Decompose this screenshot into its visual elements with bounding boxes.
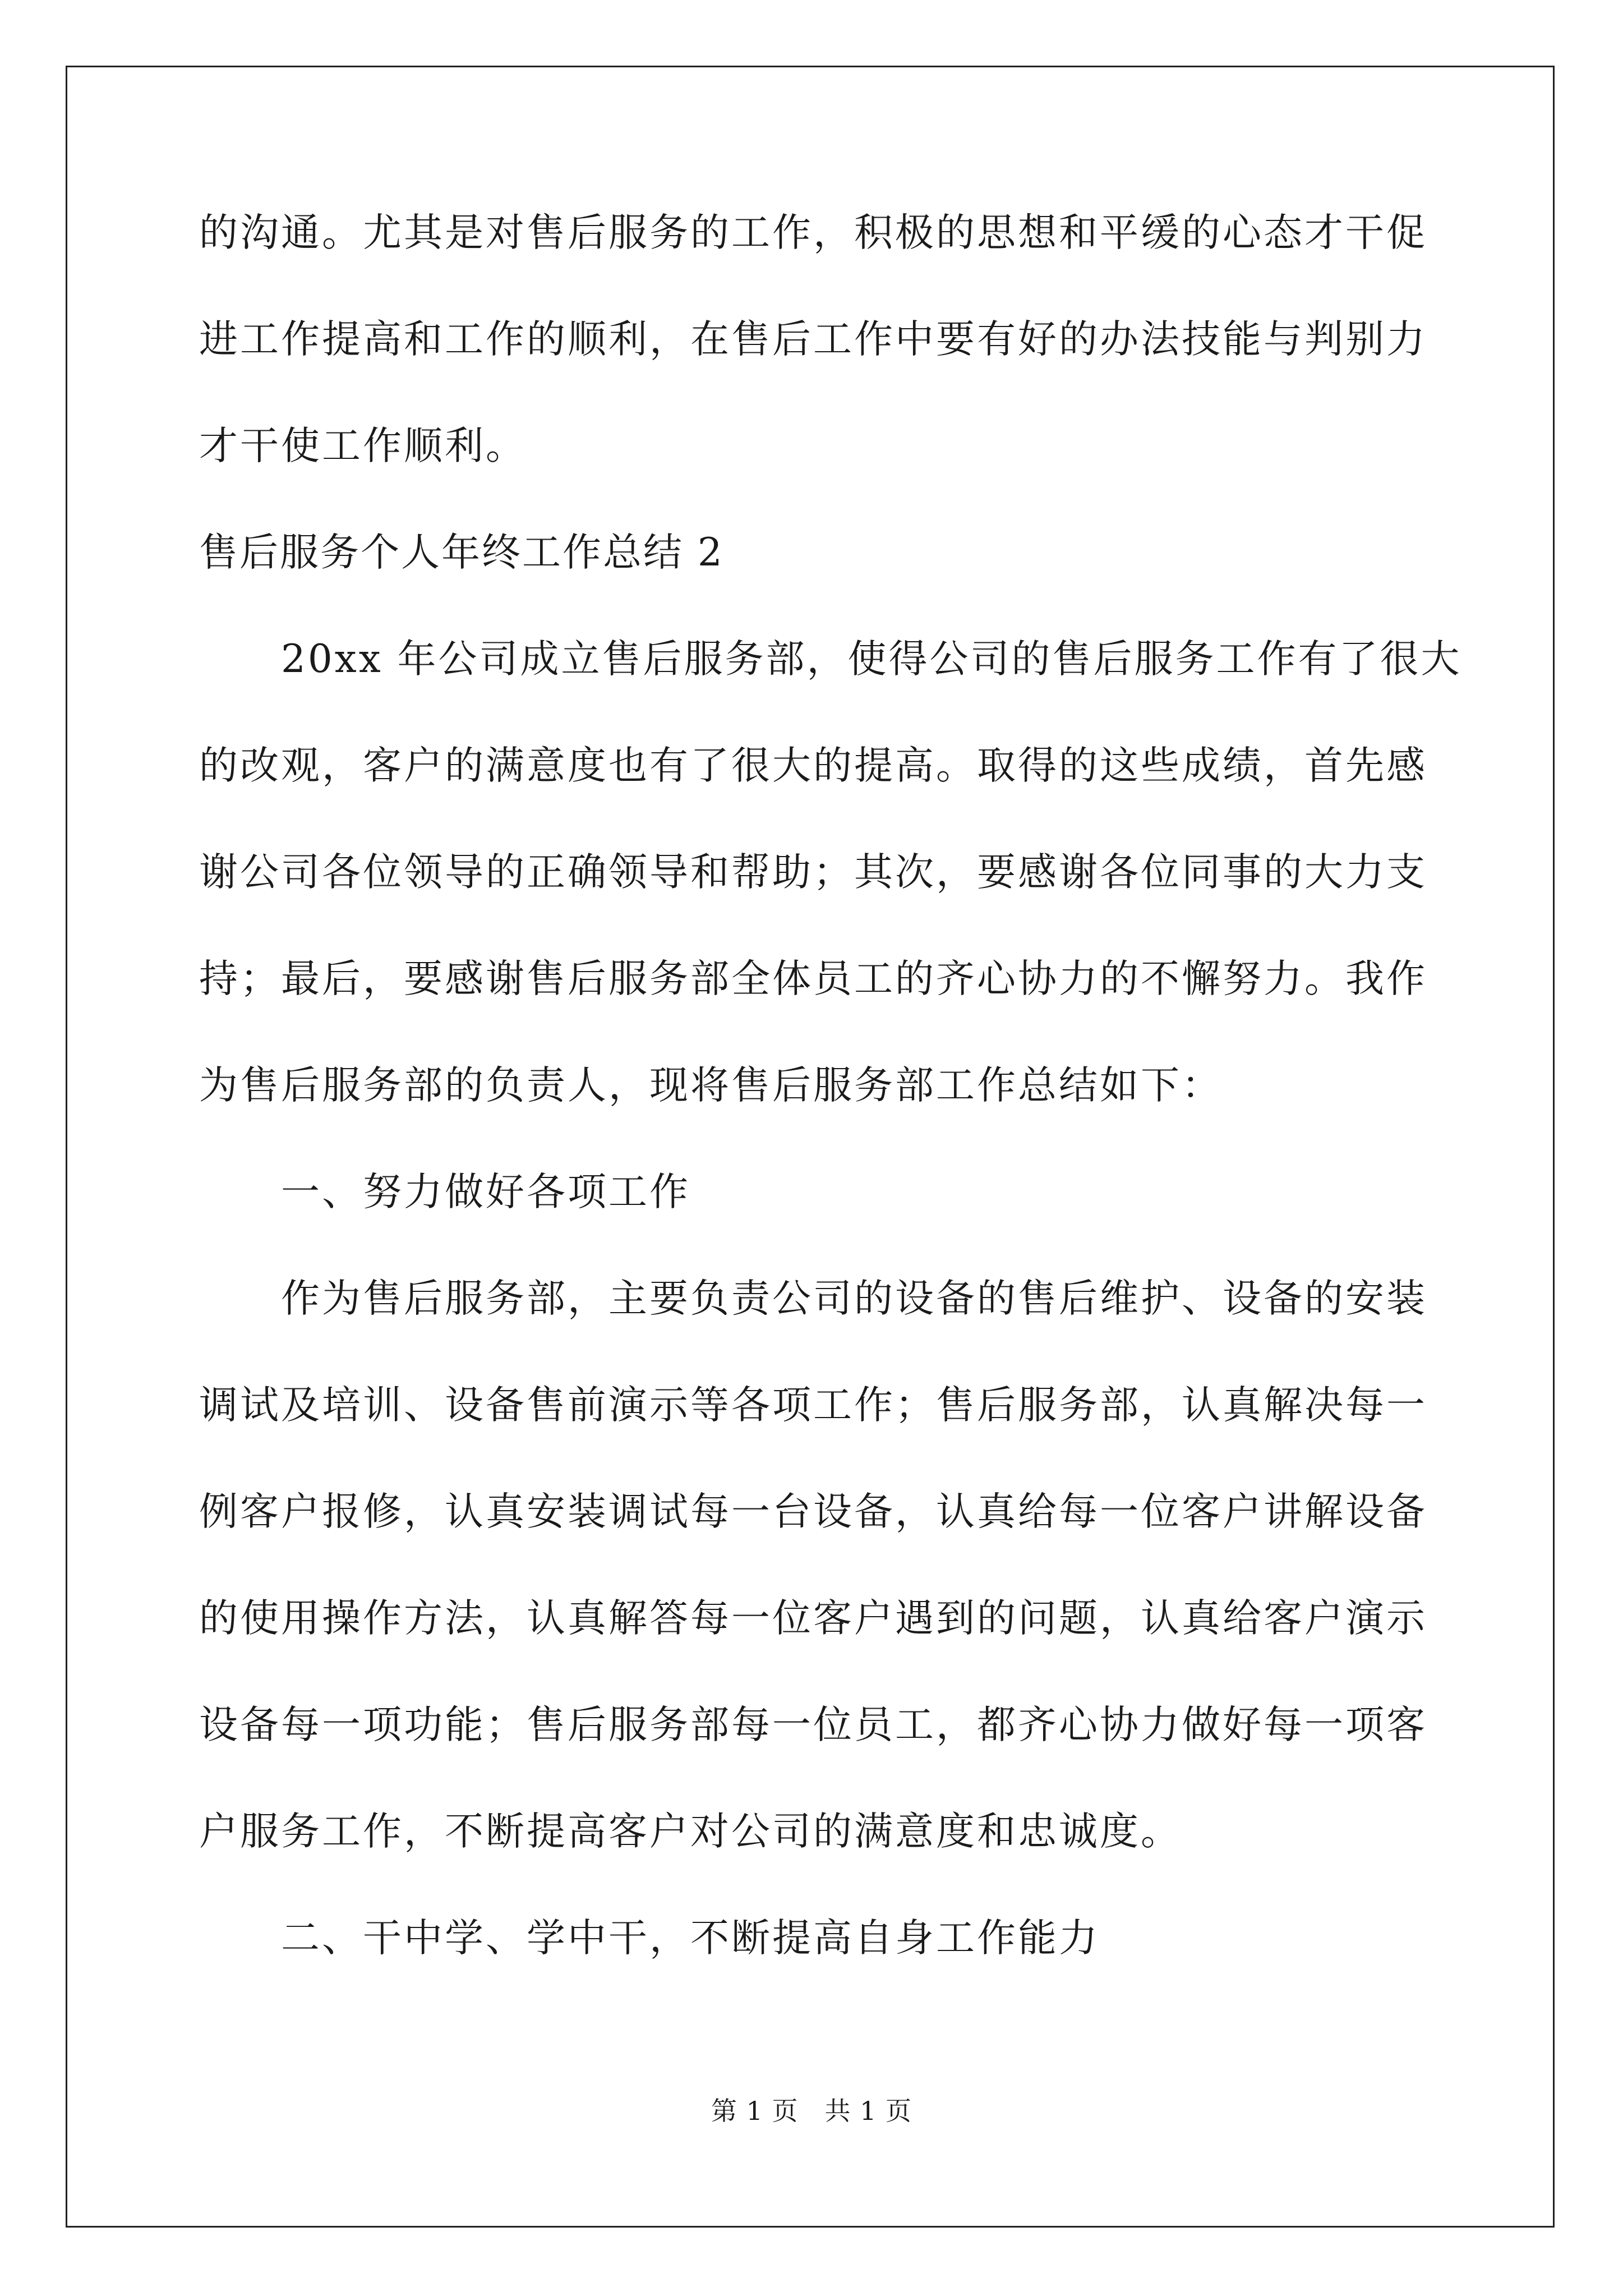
paragraph-line: 的沟通。尤其是对售后服务的工作，积极的思想和平缓的心态才干促 (199, 210, 1427, 255)
paragraph-line: 的使用操作方法，认真解答每一位客户遇到的问题，认真给客户演示 (199, 1596, 1427, 1641)
paragraph-line: 为售后服务部的负责人，现将售后服务部工作总结如下： (199, 1063, 1223, 1108)
paragraph-line: 的改观，客户的满意度也有了很大的提高。取得的这些成绩，首先感 (199, 743, 1427, 788)
paragraph-line: 才干使工作顺利。 (199, 424, 527, 468)
subheading: 二、干中学、学中干，不断提高自身工作能力 (281, 1916, 1100, 1961)
subheading: 一、努力做好各项工作 (281, 1170, 690, 1214)
page-border (66, 66, 1555, 2228)
page-number-footer: 第 1 页 共 1 页 (711, 2096, 912, 2126)
paragraph-line: 作为售后服务部，主要负责公司的设备的售后维护、设备的安装 (281, 1276, 1427, 1321)
paragraph-line: 持；最后，要感谢售后服务部全体员工的齐心协力的不懈努力。我作 (199, 956, 1427, 1001)
paragraph-line: 设备每一项功能；售后服务部每一位员工，都齐心协力做好每一项客 (199, 1703, 1427, 1747)
paragraph-line: 例客户报修，认真安装调试每一台设备，认真给每一位客户讲解设备 (199, 1489, 1427, 1534)
paragraph-line: 户服务工作，不断提高客户对公司的满意度和忠诚度。 (199, 1809, 1182, 1854)
paragraph-line: 谢公司各位领导的正确领导和帮助；其次，要感谢各位同事的大力支 (199, 850, 1427, 895)
paragraph-line: 调试及培训、设备售前演示等各项工作；售后服务部，认真解决每一 (199, 1383, 1427, 1428)
paragraph-line: 进工作提高和工作的顺利，在售后工作中要有好的办法技能与判别力 (199, 317, 1427, 362)
paragraph-line: 20xx 年公司成立售后服务部，使得公司的售后服务工作有了很大 (281, 637, 1462, 682)
section-title: 售后服务个人年终工作总结 2 (199, 530, 724, 575)
